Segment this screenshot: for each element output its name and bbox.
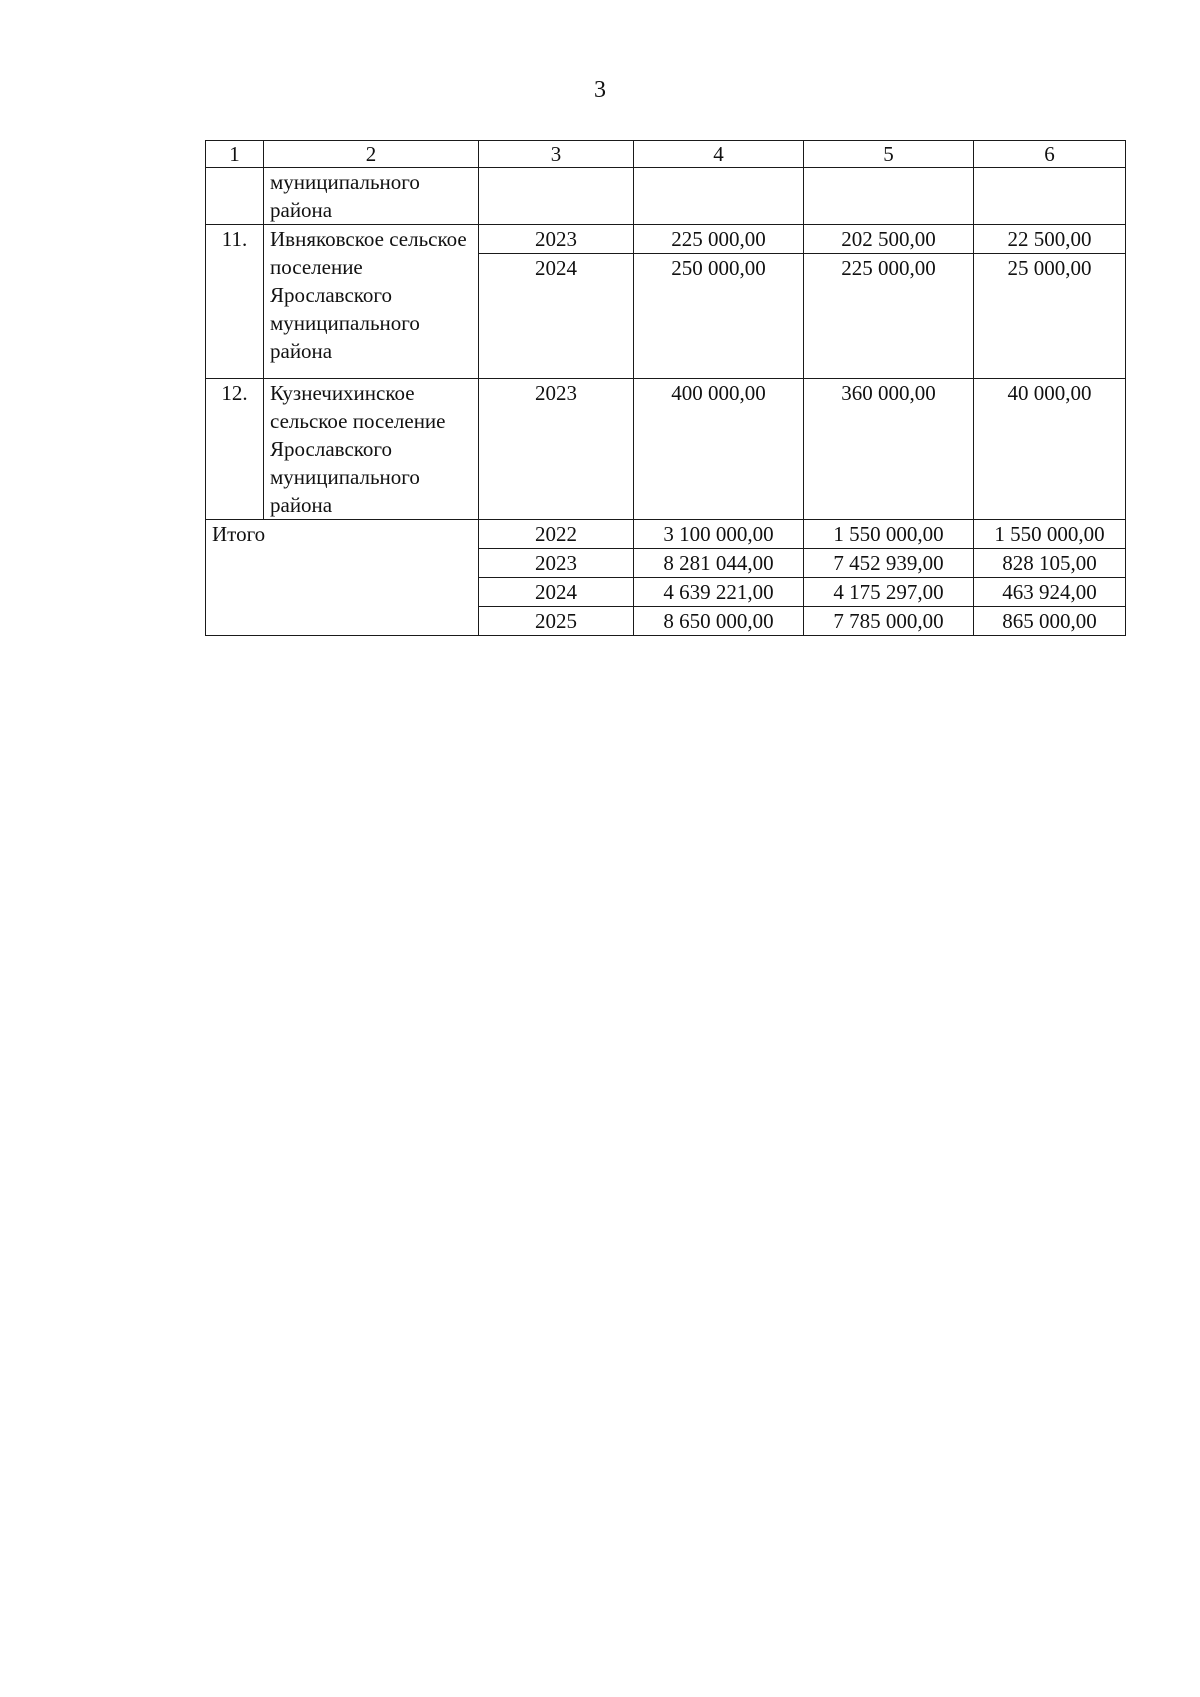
amount-total-cell: 400 000,00: [634, 379, 804, 520]
amount-total-cell: 3 100 000,00: [634, 520, 804, 549]
page-number: 3: [594, 77, 606, 103]
amount-total-cell: 4 639 221,00: [634, 578, 804, 607]
amount-col5-cell: 7 785 000,00: [804, 607, 974, 636]
amount-col6-cell: 40 000,00: [974, 379, 1126, 520]
amount-col6-cell: 463 924,00: [974, 578, 1126, 607]
year-cell: 2024: [479, 578, 634, 607]
amount-cell: [634, 168, 804, 225]
year-cell: 2023: [479, 549, 634, 578]
amount-col5-cell: 225 000,00: [804, 254, 974, 379]
amount-cell: [804, 168, 974, 225]
year-cell: 2025: [479, 607, 634, 636]
total-label: Итого: [206, 520, 479, 636]
amount-col6-cell: 22 500,00: [974, 225, 1126, 254]
amount-col6-cell: 828 105,00: [974, 549, 1126, 578]
header-row: [206, 141, 1126, 168]
amount-total-cell: 250 000,00: [634, 254, 804, 379]
header-cell: 2: [264, 141, 479, 168]
header-cell: 6: [974, 141, 1126, 168]
header-cell: 3: [479, 141, 634, 168]
municipality-name: муниципального района: [264, 168, 479, 225]
header-cell: 5: [804, 141, 974, 168]
amount-col5-cell: 360 000,00: [804, 379, 974, 520]
table-row: [206, 379, 1126, 520]
amount-col6-cell: 865 000,00: [974, 607, 1126, 636]
municipality-name: Кузнечихинское сельское поселение Ярославского муниципального района: [264, 379, 479, 520]
amount-col5-cell: 1 550 000,00: [804, 520, 974, 549]
table-row: [206, 225, 1126, 254]
budget-table: [205, 140, 1126, 636]
amount-total-cell: 8 281 044,00: [634, 549, 804, 578]
amount-col5-cell: 7 452 939,00: [804, 549, 974, 578]
row-number: 12.: [206, 379, 264, 520]
municipality-name: Ивняковское сельское поселение Ярославского муниципального района: [264, 225, 479, 379]
year-cell: [479, 168, 634, 225]
row-number: 11.: [206, 225, 264, 379]
number-cell: [206, 168, 264, 225]
amount-col6-cell: 1 550 000,00: [974, 520, 1126, 549]
amount-total-cell: 225 000,00: [634, 225, 804, 254]
amount-total-cell: 8 650 000,00: [634, 607, 804, 636]
amount-col5-cell: 4 175 297,00: [804, 578, 974, 607]
continuation-row: [206, 168, 1126, 225]
header-cell: 1: [206, 141, 264, 168]
total-row: [206, 520, 1126, 549]
amount-col6-cell: 25 000,00: [974, 254, 1126, 379]
year-cell: 2023: [479, 379, 634, 520]
year-cell: 2022: [479, 520, 634, 549]
year-cell: 2023: [479, 225, 634, 254]
amount-cell: [974, 168, 1126, 225]
amount-col5-cell: 202 500,00: [804, 225, 974, 254]
year-cell: 2024: [479, 254, 634, 379]
header-cell: 4: [634, 141, 804, 168]
